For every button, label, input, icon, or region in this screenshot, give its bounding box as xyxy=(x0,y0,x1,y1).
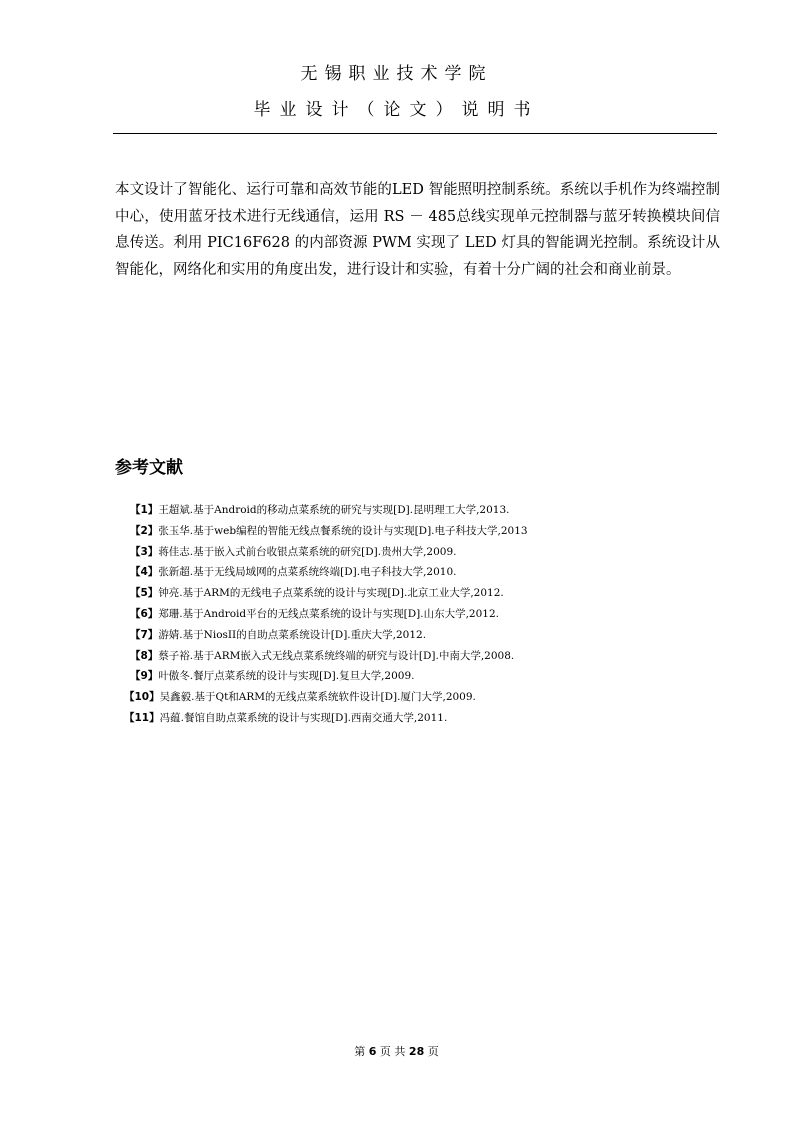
current-page-number: 6 xyxy=(368,1045,377,1058)
reference-number: 【2】 xyxy=(130,524,159,537)
footer-prefix: 第 xyxy=(354,1045,366,1058)
reference-text: 叶傲冬.餐厅点菜系统的设计与实现[D].复旦大学,2009. xyxy=(158,670,415,683)
reference-text: 张玉华.基于web编程的智能无线点餐系统的设计与实现[D].电子科技大学,2013 xyxy=(158,524,528,537)
references-heading: 参考文献 xyxy=(115,458,183,478)
reference-text: 吴鑫毅.基于Qt和ARM的无线点菜系统软件设计[D].厦门大学,2009. xyxy=(159,691,476,704)
institution-title: 无锡职业技术学院 xyxy=(300,64,493,84)
reference-text: 蒋佳志.基于嵌入式前台收银点菜系统的研究[D].贵州大学,2009. xyxy=(158,545,457,558)
reference-item xyxy=(130,542,690,563)
page-footer xyxy=(0,1043,793,1059)
reference-item xyxy=(130,604,690,625)
reference-number: 【6】 xyxy=(130,607,159,620)
reference-number: 【7】 xyxy=(130,628,159,641)
reference-text: 钟亮.基于ARM的无线电子点菜系统的设计与实现[D].北京工业大学,2012. xyxy=(158,587,504,600)
reference-text: 冯蕴.餐馆自助点菜系统的设计与实现[D].西南交通大学,2011. xyxy=(159,711,448,724)
reference-number: 【5】 xyxy=(130,587,159,600)
reference-item xyxy=(130,646,690,667)
reference-text: 游婧.基于NiosII的自助点菜系统设计[D].重庆大学,2012. xyxy=(158,628,427,641)
total-pages-number: 28 xyxy=(408,1045,425,1058)
reference-number: 【4】 xyxy=(130,566,159,579)
reference-text: 蔡子裕.基于ARM嵌入式无线点菜系统终端的研究与设计[D].中南大学,2008. xyxy=(158,649,515,662)
reference-number: 【8】 xyxy=(130,649,159,662)
reference-number: 【9】 xyxy=(130,670,159,683)
reference-number: 【1】 xyxy=(130,504,159,516)
abstract-paragraph: 本文设计了智能化、运行可靠和高效节能的LED 智能照明控制系统。系统以手机作为终端控制中心，使用蓝牙技术进行无线通信，运用 RS － 485总线实现单元控制器与蓝牙转换模块间信息传送。利用 PIC16F628 的内部资源 PWM 实现了 LED 灯具的智能调光控制。系统设计从智能化，网络化和实用的角度出发，进行设计和实验，有着十分广阔的社会和商业前景。 xyxy=(115,182,720,278)
reference-item xyxy=(130,625,690,646)
footer-middle: 页 共 xyxy=(379,1045,406,1058)
reference-text: 郑珊.基于Android平台的无线点菜系统的设计与实现[D].山东大学,2012. xyxy=(158,607,499,620)
reference-item xyxy=(124,708,690,729)
header-divider xyxy=(113,133,717,134)
references-list xyxy=(124,500,690,729)
reference-text: 王超斌.基于Android的移动点菜系统的研究与实现[D].昆明理工大学,2013. xyxy=(158,504,510,516)
reference-item xyxy=(130,500,690,521)
reference-item xyxy=(130,666,690,687)
reference-item xyxy=(124,687,690,708)
reference-item xyxy=(130,562,690,583)
document-type-title: 毕业设计（论文）说明书 xyxy=(253,100,540,120)
reference-number: 【10】 xyxy=(124,691,160,704)
reference-number: 【3】 xyxy=(130,545,159,558)
footer-suffix: 页 xyxy=(427,1045,439,1058)
reference-item xyxy=(130,521,690,542)
reference-number: 【11】 xyxy=(124,711,160,724)
reference-text: 张新超.基于无线局域网的点菜系统终端[D].电子科技大学,2010. xyxy=(158,566,457,579)
reference-item xyxy=(130,583,690,604)
